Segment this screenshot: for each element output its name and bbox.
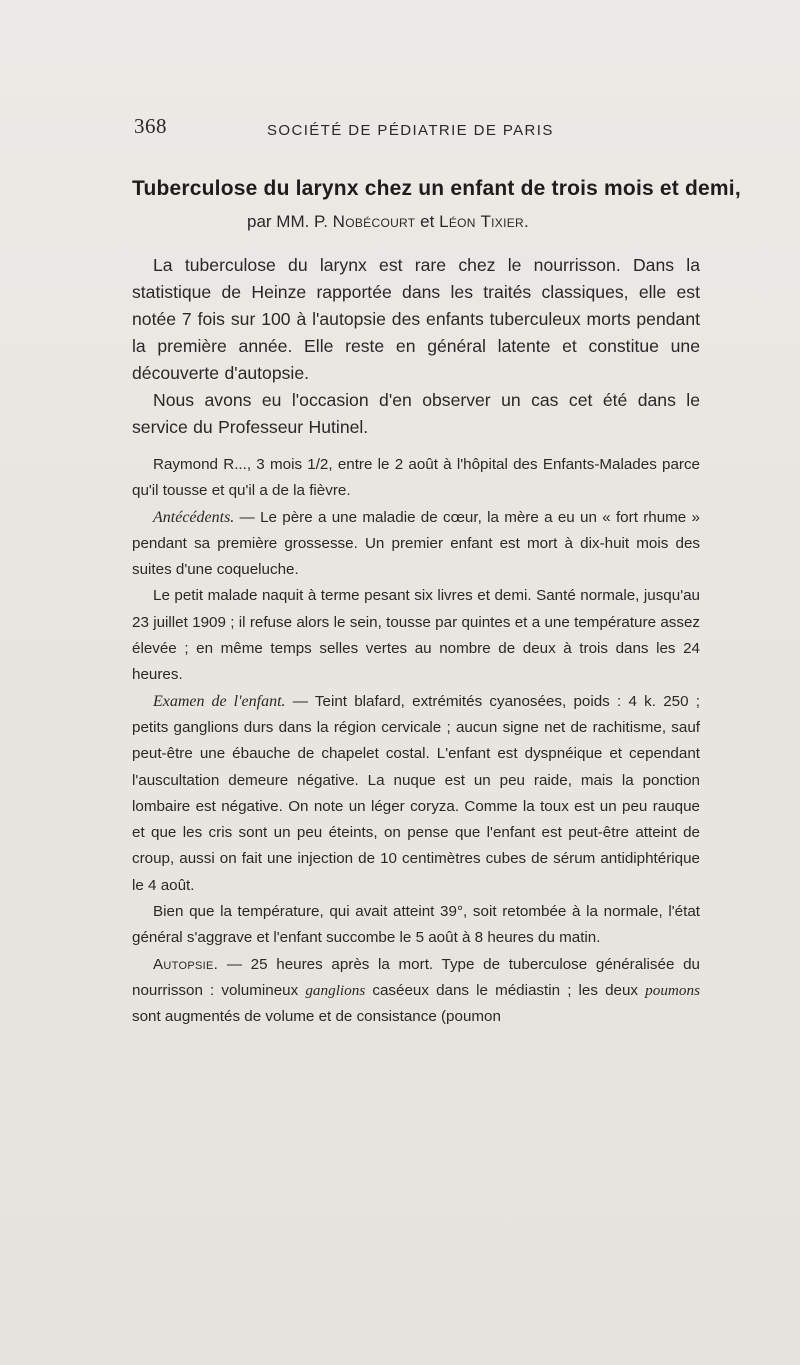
antecedents-text: — Le père a une maladie de cœur, la mère a eu un « fort rhume » pendant sa première grossesse. Un premier enfant est mort à dix-huit mois des suites d'une coqueluche. bbox=[132, 508, 700, 579]
case-paragraph-history: Le petit malade naquit à terme pesant six livres et demi. Santé normale, jusqu'au 23 juillet 1909 ; il refuse alors le sein, tousse par quintes et a une température assez élevée ; en même temps selles vertes au nombre de deux à trois dans les 24 heures. bbox=[132, 587, 700, 684]
autopsie-text-b: caséeux dans le médiastin ; les deux bbox=[365, 981, 646, 999]
article-authors bbox=[247, 212, 529, 232]
author-tixier: Léon Tixier. bbox=[439, 212, 530, 231]
authors-joiner: et bbox=[420, 212, 435, 231]
authors-prefix: par MM. P. bbox=[247, 212, 328, 231]
case-paragraph-admission: Raymond R..., 3 mois 1/2, entre le 2 août à l'hôpital des Enfants-Malades parce qu'il tousse et qu'il a de la fièvre. bbox=[132, 456, 700, 500]
article-title: Tuberculose du larynx chez un enfant de trois mois et demi, bbox=[132, 177, 741, 200]
case-paragraph-examen bbox=[132, 689, 700, 899]
autopsie-text-c: sont augmentés de volume et de consistance (poumon bbox=[132, 1008, 501, 1026]
autopsie-poumons: poumons bbox=[645, 981, 700, 999]
autopsie-ganglions: ganglions bbox=[305, 981, 366, 999]
intro-paragraph-2: Nous avons eu l'occasion d'en observer un cas cet été dans le service du Professeur Hutinel. bbox=[132, 390, 700, 437]
case-paragraph-outcome: Bien que la température, qui avait atteint 39°, soit retombée à la normale, l'état général s'aggrave et l'enfant succombe le 5 août à 8 heures du matin. bbox=[132, 903, 700, 947]
case-report-section bbox=[132, 452, 700, 1031]
autopsie-text-a: — 25 heures après la mort. Type de tuberculose généralisée du nourrisson : volumineux bbox=[132, 955, 700, 999]
article-body bbox=[132, 252, 700, 1031]
case-paragraph-autopsie bbox=[132, 952, 700, 1031]
introduction-section bbox=[132, 252, 700, 441]
page-number: 368 bbox=[134, 114, 167, 138]
author-nobecourt: Nobécourt bbox=[332, 212, 416, 231]
examen-label: Examen de l'enfant. bbox=[153, 692, 286, 710]
page-header bbox=[0, 114, 800, 144]
running-head: SOCIÉTÉ DE PÉDIATRIE DE PARIS bbox=[267, 122, 554, 139]
antecedents-label: Antécédents. bbox=[153, 508, 235, 526]
intro-paragraph-1: La tuberculose du larynx est rare chez le nourrisson. Dans la statistique de Heinze rapportée dans les traités classiques, elle est notée 7 fois sur 100 à l'autopsie des enfants tuberculeux morts pendant la première année. Elle reste en général latente et constitue une découverte d'autopsie. bbox=[132, 255, 700, 383]
case-paragraph-antecedents bbox=[132, 505, 700, 584]
examen-text: — Teint blafard, extrémités cyanosées, poids : 4 k. 250 ; petits ganglions durs dans la région cervicale ; aucun signe net de rachitisme, sauf peut-être une ébauche de chapelet costal. L'enfant est dyspnéique et cependant l'auscultation demeure négative. La nuque est un peu raide, mais la ponction lombaire est négative. On note un léger coryza. Comme la toux est un peu rauque et que les cris sont un peu éteints, on pense que l'enfant est peut-être atteint de croup, aussi on fait une injection de 10 centimètres cubes de sérum antidiphtérique le 4 août. bbox=[132, 692, 700, 894]
autopsie-label: Autopsie. bbox=[153, 955, 219, 973]
